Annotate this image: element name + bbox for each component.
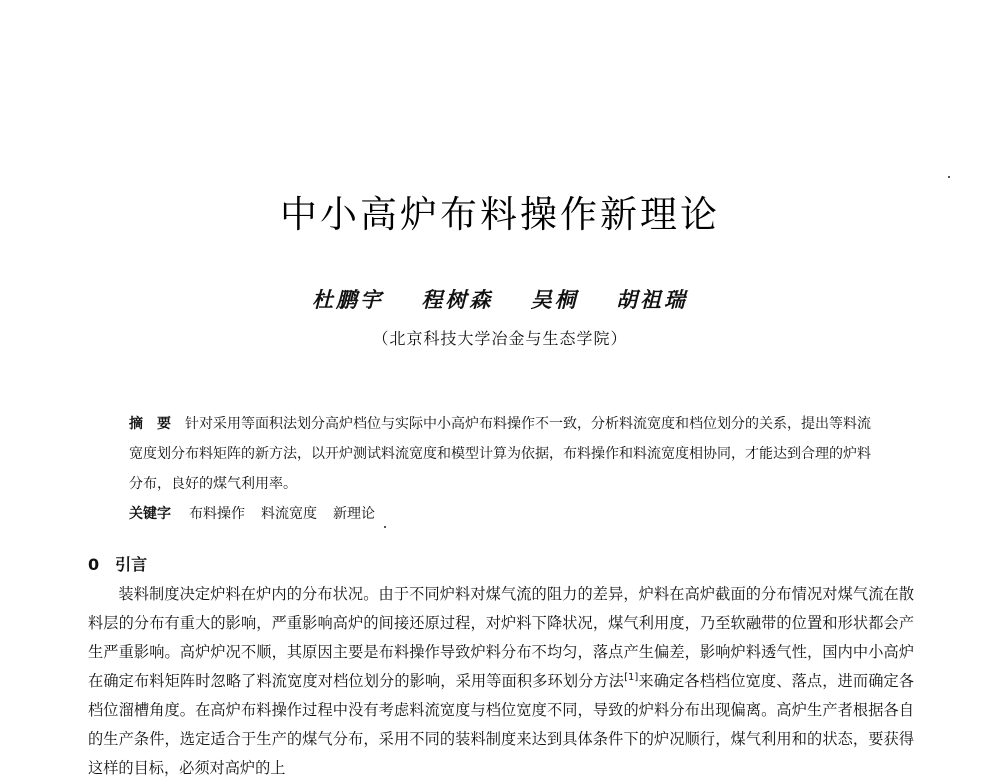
author-list <box>0 284 1000 314</box>
abstract-paragraph <box>129 409 874 499</box>
author-name: 程树森 <box>421 287 494 312</box>
section-number: 0 <box>88 555 100 574</box>
section-title: 引言 <box>115 555 148 574</box>
affiliation: （北京科技大学冶金与生态学院） <box>372 329 628 348</box>
abstract-text: 针对采用等面积法划分高炉档位与实际中小高炉布料操作不一致，分析料流宽度和档位划分的关系，提出等料流宽度划分布料矩阵的新方法，以开炉测试料流宽度和模型计算为依据，布料操作和料流宽度相协同，才能达到合理的炉料分布，良好的煤气利用率。 <box>129 416 871 492</box>
keyword: 新理论 <box>333 506 375 522</box>
body-text-part: 来确定各档档位宽度、落点，进而确定各档位溜槽角度。在高炉布料操作过程中没有考虑料流宽度与档位宽度不同，导致的炉料分布出现偏离。高炉生产者根据各自的生产条件，选定适合于生产的煤气分布，采用不同的装料制度来达到具体条件下的炉况顺行，煤气利用和的状态，要获得这样的目标，必须对高炉的上 <box>88 672 915 777</box>
scan-speck <box>384 526 386 528</box>
keywords-label: 关键字 <box>129 506 171 522</box>
paper-title: 中小高炉布料操作新理论 <box>280 193 720 236</box>
author-name: 吴桐 <box>530 287 579 312</box>
author-name: 胡祖瑞 <box>615 287 688 312</box>
citation-marker: [1] <box>624 671 639 683</box>
keywords-line <box>129 499 874 529</box>
abstract-block <box>129 409 874 529</box>
scan-speck <box>948 176 950 178</box>
keyword: 料流宽度 <box>261 506 317 522</box>
body-text-part: 装料制度决定炉料在炉内的分布状况。由于不同炉料对煤气流的阻力的差异，炉料在高炉截面的分布情况对煤气流在散料层的分布有重大的影响，严重影响高炉的间接还原过程，对炉料下降状况，煤气利用度，乃至软融带的位置和形状都会产生严重影响。高炉炉况不顺，其原因主要是布料操作导致炉料分布不均匀，落点产生偏差，影响炉料透气性，国内中小高炉在确定布料矩阵时忽略了料流宽度对档位划分的影响，采用等面积多环划分方法 <box>88 585 914 690</box>
body-paragraph <box>88 580 914 783</box>
author-name: 杜鹏宇 <box>312 287 385 312</box>
abstract-label: 摘 要 <box>129 416 171 432</box>
section-heading <box>88 552 147 575</box>
intro-paragraph <box>88 580 914 783</box>
keyword: 布料操作 <box>189 506 245 522</box>
